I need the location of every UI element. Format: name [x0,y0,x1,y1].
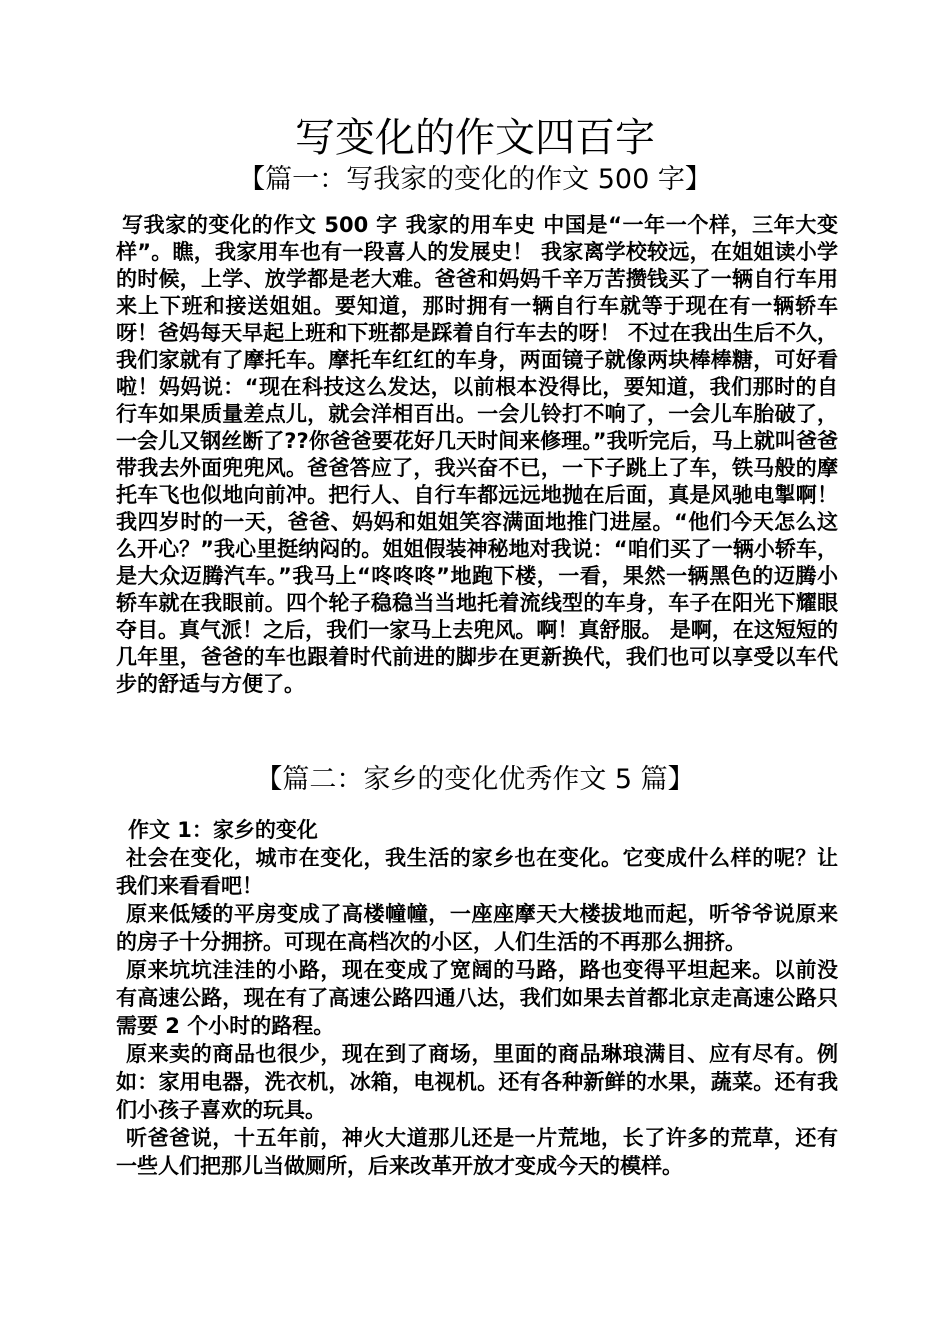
section-heading-2: 【篇二：家乡的变化优秀作文 5 篇】 [255,764,695,795]
document-title: 写变化的作文四百字 [295,115,655,161]
essay-paragraph: 原来坑坑洼洼的小路，现在变成了宽阔的马路，路也变得平坦起来。以前没有高速公路，现在有了高速公路四通八达，我们如果去首都北京走高速公路只需要 2 个小时的路程。 [116,958,838,1038]
essay-paragraph: 原来低矮的平房变成了高楼幢幢，一座座摩天大楼拔地而起，听爷爷说原来的房子十分拥挤。可现在高档次的小区，人们生活的不再那么拥挤。 [116,902,838,954]
essay-title: 作文 1：家乡的变化 [128,818,318,842]
essay-paragraph: 社会在变化，城市在变化，我生活的家乡也在变化。它变成什么样的呢？让我们来看看吧！ [116,846,838,898]
section-1-body: 写我家的变化的作文 500 字 我家的用车史 中国是“一年一个样，三年大变样”。瞧，我家用车也有一段喜人的发展史！ 我家离学校较远，在姐姐读小学的时候，上学、放学都是老大难。爸爸和妈妈千辛万苦攒钱买了一辆自行车用来上下班和接送姐姐。要知道，那时拥有一辆自行车就等于现在有一辆轿车呀！爸妈每天早起上班和下班都是踩着自行车去的呀！ 不过在我出生后不久，我们家就有了摩托车。摩托车红红的车身，两面镜子就像两块棒棒糖，可好看啦！妈妈说：“现在科技这么发达，以前根本没得比，要知道，我们那时的自行车如果质量差点儿，就会洋相百出。一会儿铃打不响了，一会儿车胎破了，一会儿又钢丝断了??你爸爸要花好几天时间来修理。”我听完后，马上就叫爸爸带我去外面兜兜风。爸爸答应了，我兴奋不已，一下子跳上了车，铁马般的摩托车飞也似地向前冲。把行人、自行车都远远地抛在后面，真是风驰电掣啊！ 我四岁时的一天，爸爸、妈妈和姐姐笑容满面地推门进屋。“他们今天怎么这么开心？”我心里挺纳闷的。姐姐假装神秘地对我说：“咱们买了一辆小轿车，是大众迈腾汽车。”我马上“咚咚咚”地跑下楼，一看，果然一辆黑色的迈腾小轿车就在我眼前。四个轮子稳稳当当地托着流线型的车身，车子在阳光下耀眼夺目。真气派！之后，我们一家马上去兜风。啊！真舒服。 是啊，在这短短的几年里，爸爸的车也跟着时代前进的脚步在更新换代，我们也可以享受以车代步的舒适与方便了。 [116,213,838,696]
essay-paragraph: 听爸爸说，十五年前，神火大道那儿还是一片荒地，长了许多的荒草，还有一些人们把那儿当做厕所，后来改革开放才变成今天的模样。 [116,1126,838,1178]
essay-paragraph: 原来卖的商品也很少，现在到了商场，里面的商品琳琅满目、应有尽有。例如：家用电器，洗衣机，冰箱，电视机。还有各种新鲜的水果，蔬菜。还有我们小孩子喜欢的玩具。 [116,1042,838,1122]
section-heading-1: 【篇一：写我家的变化的作文 500 字】 [238,164,712,195]
section-2-content [116,816,838,1180]
